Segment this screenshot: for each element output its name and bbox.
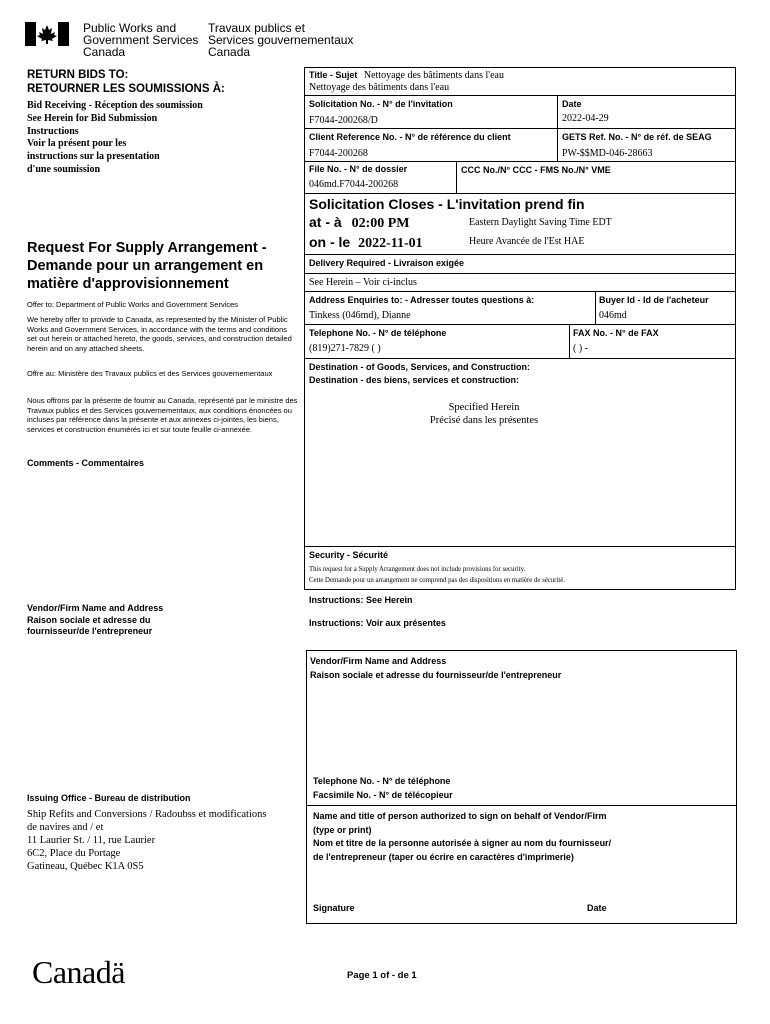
vendor-box-label-en: Vendor/Firm Name and Address xyxy=(310,656,447,666)
dept-name-fr-1: Travaux publics et xyxy=(208,21,305,35)
offer-to: Offer to: Department of Public Works and Government Services xyxy=(27,300,239,309)
signer-label-line: (type or print) xyxy=(313,824,372,835)
delivery-label: Delivery Required - Livraison exigée xyxy=(309,258,465,268)
return-bids-line: See Herein for Bid Submission xyxy=(27,112,158,124)
fax-label: FAX No. - N° de FAX xyxy=(573,328,659,338)
dept-name-en-3: Canada xyxy=(83,45,126,59)
page-number: Page 1 of - de 1 xyxy=(347,970,417,981)
return-bids-section xyxy=(27,68,225,96)
enquiries-label: Address Enquiries to: - Adresser toutes questions à: xyxy=(309,295,535,305)
return-bids-line: Bid Receiving - Réception des soumission xyxy=(27,100,203,111)
title-value-2: Nettoyage des bâtiments dans l'eau xyxy=(309,82,450,93)
closes-time-row xyxy=(309,214,410,232)
signer-label-line: Name and title of person authorized to sign on behalf of Vendor/Firm xyxy=(313,811,607,821)
divider xyxy=(304,95,736,96)
client-ref-label: Client Reference No. - N° de référence du client xyxy=(309,132,511,142)
request-title-line: matière d'approvisionnement xyxy=(27,276,229,292)
divider xyxy=(304,358,736,359)
issuing-address-line: Gatineau, Québec K1A 0S5 xyxy=(27,861,144,872)
divider xyxy=(304,128,736,129)
closing-time: 02:00 PM xyxy=(351,216,410,231)
security-label: Security - Sécurité xyxy=(309,550,389,560)
closes-date-row xyxy=(309,234,423,252)
vendor-address-field[interactable] xyxy=(312,690,732,772)
destination-value-fr: Précisé dans les présentes xyxy=(429,415,539,426)
title-label: Title - Sujet xyxy=(309,70,358,80)
delivery-value: See Herein – Voir ci-inclus xyxy=(309,277,417,288)
destination-value-en: Specified Herein xyxy=(448,402,520,413)
issuing-address-line: 6C2, Place du Portage xyxy=(27,848,121,859)
return-bids-title-en: RETURN BIDS TO: xyxy=(27,69,129,81)
issuing-office-label: Issuing Office - Bureau de distribution xyxy=(27,793,191,803)
return-bids-line: Voir la présent pour les xyxy=(27,138,127,150)
vendor-box-label-fr: Raison sociale et adresse du fournisseur/de l'entrepreneur xyxy=(310,670,562,680)
authorized-signer-label xyxy=(313,810,611,864)
divider xyxy=(304,291,736,292)
authorized-signer-field[interactable] xyxy=(312,866,732,896)
issuing-address-line: Ship Refits and Conversions / Radoubss et modifications xyxy=(27,809,267,820)
title-value-1: Nettoyage des bâtiments dans l'eau xyxy=(363,70,504,81)
issuing-address-line: 11 Laurier St. / 11, rue Laurier xyxy=(27,835,156,846)
canada-flag-icon xyxy=(25,22,69,46)
instructions-fr: Instructions: Voir aux présentes xyxy=(309,618,446,628)
gets-label: GETS Ref. No. - N° de réf. de SEAG xyxy=(562,132,712,142)
request-title xyxy=(27,239,267,293)
divider xyxy=(306,805,737,806)
date-label: Date xyxy=(562,99,582,109)
at-label: at - à xyxy=(309,214,342,230)
dept-name-en-1: Public Works and xyxy=(83,21,177,35)
telephone-label: Telephone No. - N° de téléphone xyxy=(309,328,447,338)
telephone-value: (819)271-7829 ( ) xyxy=(309,343,381,354)
ccc-label: CCC No./N° CCC - FMS No./N° VME xyxy=(461,165,611,175)
destination-label-en: Destination - of Goods, Services, and Construction: xyxy=(309,362,531,372)
file-value: 046md.F7044-200268 xyxy=(309,179,399,190)
divider xyxy=(304,193,736,194)
dept-name-fr-2: Services gouvernementaux xyxy=(208,33,354,47)
security-text-en: This request for a Supply Arrangement does not include provisions for security. xyxy=(309,566,526,573)
solicitation-label: Solicitation No. - N° de l'invitation xyxy=(309,99,453,109)
offer-text-fr: Nous offrons par la présente de fournir au Canada, représenté par le ministre des Travaux publics et des Services gouvernementaux, aux conditions énoncées ou incluses par référence dans la présente et aux annexes ci-jointes, les biens, services et construction énumérés ici et sur toute feuille ci-annexée. xyxy=(27,396,298,434)
signature-label: Signature xyxy=(313,903,355,913)
comments-label: Comments - Commentaires xyxy=(27,458,145,468)
timezone-en: Eastern Daylight Saving Time EDT xyxy=(469,217,612,228)
offer-text-en: We hereby offer to provide to Canada, as represented by the Minister of Public Works and Government Services, in accordance with the terms and conditions set out herein or attached hereto, the goods, services, and construction detailed herein and on any attached sheets. xyxy=(27,315,292,353)
vendor-left-label xyxy=(27,603,163,638)
closing-date: 2022-11-01 xyxy=(358,236,423,251)
fax-value: ( ) - xyxy=(573,343,588,354)
dept-name-en-2: Government Services xyxy=(83,33,199,47)
divider xyxy=(304,161,736,162)
destination-label-fr: Destination - des biens, services et construction: xyxy=(309,375,520,385)
security-text xyxy=(309,564,565,586)
enquiries-value: Tinkess (046md), Dianne xyxy=(309,310,411,321)
closes-title: Solicitation Closes - L'invitation prend fin xyxy=(309,196,585,212)
vendor-left-line: fournisseur/de l'entrepreneur xyxy=(27,626,153,636)
divider xyxy=(569,324,570,358)
vendor-facsimile-label: Facsimile No. - N° de télécopieur xyxy=(313,790,453,800)
divider xyxy=(304,254,736,255)
request-title-line: Request For Supply Arrangement - xyxy=(27,240,267,256)
vendor-left-line: Raison sociale et adresse du xyxy=(27,614,151,625)
gets-value: PW-$$MD-046-28663 xyxy=(562,148,653,159)
signer-label-line: de l'entrepreneur (taper ou écrire en caractères d'imprimerie) xyxy=(313,851,574,862)
return-bids-line: Instructions xyxy=(27,125,79,137)
buyer-label: Buyer Id - Id de l'acheteur xyxy=(599,295,709,305)
return-bids-line: d'une soumission xyxy=(27,163,101,175)
buyer-value: 046md xyxy=(599,310,627,321)
vendor-telephone-label: Telephone No. - N° de téléphone xyxy=(313,776,451,786)
divider xyxy=(456,161,457,193)
client-ref-value: F7044-200268 xyxy=(309,148,368,159)
instructions-en: Instructions: See Herein xyxy=(309,595,413,605)
destination-value xyxy=(304,401,664,427)
divider xyxy=(595,291,596,324)
file-label: File No. - N° de dossier xyxy=(309,164,408,174)
signature-date-label: Date xyxy=(587,903,607,913)
divider xyxy=(304,324,736,325)
return-bids-title-fr: RETOURNER LES SOUMISSIONS À: xyxy=(27,83,225,95)
return-bids-address xyxy=(27,100,203,177)
vendor-left-line: Vendor/Firm Name and Address xyxy=(27,603,164,613)
issuing-address-line: de navires and / et xyxy=(27,822,104,833)
canada-wordmark: Canadä xyxy=(32,954,125,990)
timezone-fr: Heure Avancée de l'Est HAE xyxy=(469,236,585,247)
dept-name-fr-3: Canada xyxy=(208,45,251,59)
date-value: 2022-04-29 xyxy=(562,113,609,124)
on-label: on - le xyxy=(309,234,351,250)
title-field xyxy=(309,70,504,81)
issuing-office-address xyxy=(27,808,266,873)
offer-au: Offre au: Ministère des Travaux publics et des Services gouvernementaux xyxy=(27,369,273,378)
security-text-fr: Cette Demande pour un arrangement ne comprend pas des dispositions en matière de sécurité. xyxy=(309,577,565,584)
signer-label-line: Nom et titre de la personne autorisée à signer au nom du fournisseur/ xyxy=(313,838,612,848)
divider xyxy=(304,273,736,274)
request-title-line: Demande pour un arrangement en xyxy=(27,258,264,274)
divider xyxy=(304,546,736,547)
solicitation-value: F7044-200268/D xyxy=(309,115,378,126)
return-bids-line: instructions sur la presentation xyxy=(27,151,160,163)
